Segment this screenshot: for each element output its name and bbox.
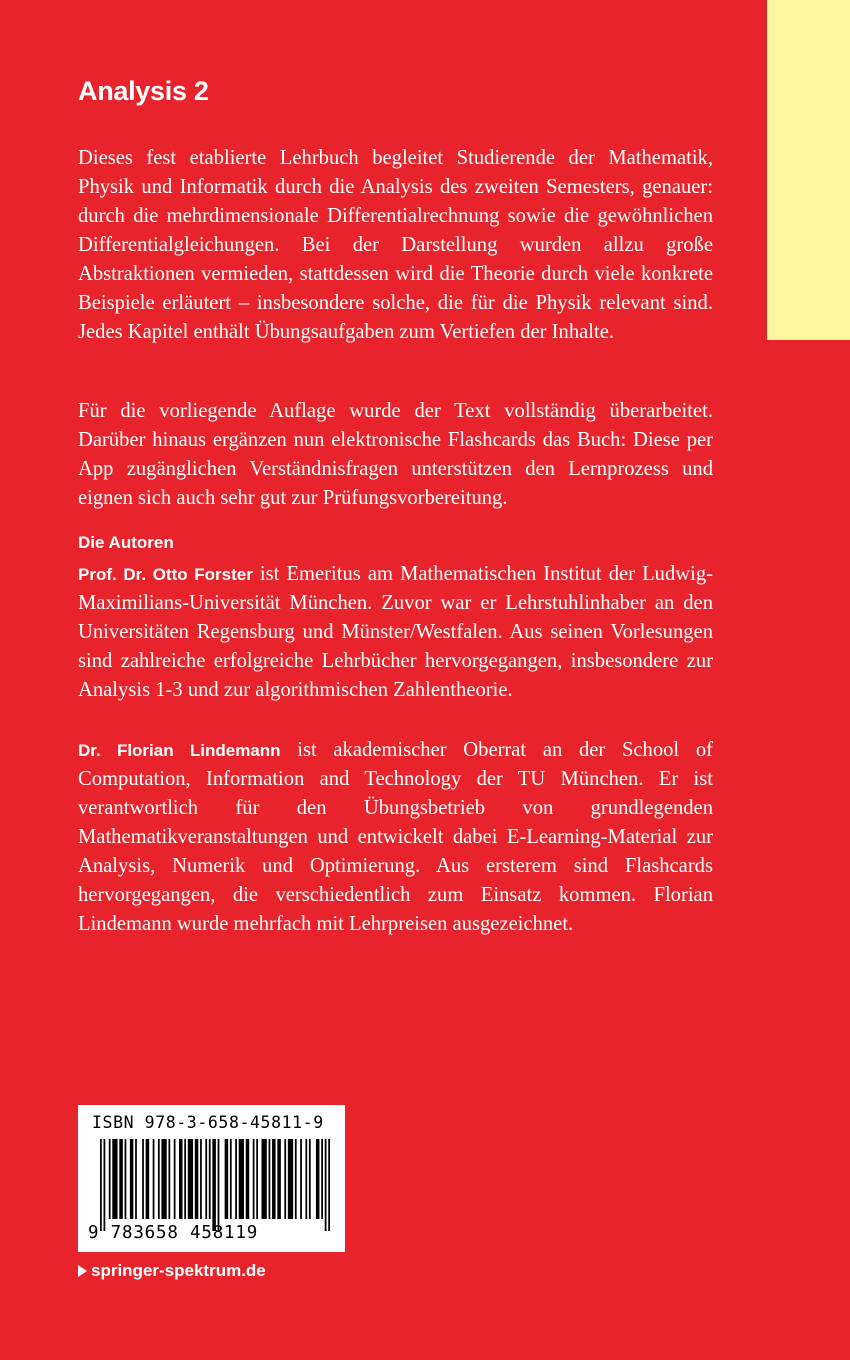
author-1-bio-block bbox=[78, 560, 713, 705]
barcode-bar bbox=[184, 1139, 186, 1219]
barcode-bar bbox=[119, 1139, 123, 1219]
barcode-bar bbox=[239, 1139, 244, 1219]
barcode-bar bbox=[146, 1139, 150, 1219]
author-2-bio-block bbox=[78, 736, 713, 939]
barcode-bar bbox=[125, 1139, 127, 1219]
barcode-bar bbox=[288, 1139, 293, 1219]
barcode-bar bbox=[209, 1139, 211, 1219]
barcode-bar bbox=[205, 1139, 207, 1219]
barcode-bar bbox=[109, 1139, 111, 1219]
barcode-bar bbox=[225, 1139, 229, 1219]
barcode-bar bbox=[295, 1139, 297, 1219]
barcode-bar bbox=[269, 1139, 271, 1219]
barcode-bar bbox=[130, 1139, 134, 1219]
barcode-bar bbox=[179, 1139, 183, 1219]
barcode-bar bbox=[321, 1139, 323, 1219]
publisher-website-link[interactable] bbox=[78, 1261, 266, 1281]
barcode-bar bbox=[316, 1139, 320, 1219]
authors-heading: Die Autoren bbox=[78, 533, 174, 552]
barcode-bar bbox=[325, 1139, 327, 1231]
book-title: Analysis 2 bbox=[78, 76, 209, 106]
isbn-barcode bbox=[78, 1105, 345, 1252]
barcode-bar bbox=[100, 1139, 102, 1231]
barcode-bar bbox=[309, 1139, 311, 1219]
barcode-bar bbox=[262, 1139, 267, 1219]
barcode-bar bbox=[300, 1139, 302, 1219]
barcode-bar bbox=[158, 1139, 160, 1219]
isbn-label: ISBN 978-3-658-45811-9 bbox=[92, 1113, 324, 1132]
author-2-bio: ist akademischer Oberrat an der School of Computation, Information and Technology der TU München. Er ist verantwortlich für den Übungsbetrieb von grundlegenden Mathematikveranstaltungen und entwickelt dabei E-Learning-Material zur Analysis, Numerik und Optimierung. Aus ersterem sind Flashcards hervorgegangen, die verschiedentlich zum Einsatz kommen. Florian Lindemann wurde mehrfach mit Lehrpreisen ausgezeichnet. bbox=[78, 739, 713, 935]
barcode-bar bbox=[246, 1139, 250, 1219]
description-paragraph-2: Für die vorliegende Auflage wurde der Text vollständig überarbeitet. Darüber hinaus ergänzen nun elektronische Flashcards das Buch: Diese per App zugänglichen Verständnisfragen unterstützen den Lernprozess und eignen sich auch sehr gut zur Prüfungsvorbereitung. bbox=[78, 400, 713, 509]
barcode-bar bbox=[212, 1139, 216, 1231]
barcode-bar bbox=[168, 1139, 170, 1219]
author-2-name: Dr. Florian Lindemann bbox=[78, 741, 281, 760]
barcode-bar bbox=[135, 1139, 137, 1219]
barcode-bar bbox=[235, 1139, 237, 1219]
barcode-bar bbox=[142, 1139, 144, 1219]
barcode-bar bbox=[277, 1139, 281, 1219]
barcode-bar bbox=[218, 1139, 220, 1231]
barcode-bar bbox=[174, 1139, 176, 1219]
author-1-name: Prof. Dr. Otto Forster bbox=[78, 565, 253, 584]
barcode-bar bbox=[230, 1139, 232, 1219]
barcode-bar bbox=[272, 1139, 276, 1219]
publisher-website-text: springer-spektrum.de bbox=[91, 1261, 266, 1280]
barcode-bar bbox=[161, 1139, 166, 1219]
barcode-bar bbox=[305, 1139, 307, 1219]
author-1-bio: ist Emeritus am Mathematischen Institut der Ludwig-Maximilians-Universität München. Zuvor war er Lehrstuhlinhaber an den Universitäten Regensburg und Münster/Westfalen. Aus seinen Vorlesungen sind zahlreiche erfolgreiche Lehrbücher hervorgegangen, insbesondere zur Analysis 1-3 und zur algorithmischen Zahlentheorie. bbox=[78, 563, 713, 701]
barcode-bar bbox=[195, 1139, 199, 1219]
barcode-bar bbox=[112, 1139, 117, 1219]
description-paragraph-1: Dieses fest etablierte Lehrbuch begleitet Studierende der Mathematik, Physik und Informatik durch die Analysis des zweiten Semesters, genauer: durch die mehrdimensionale Differentialrechnung sowie die gewöhnlichen Differentialgleichungen. Bei der Darstellung wurden allzu große Abstraktionen vermieden, stattdessen wird die Theorie durch viele konkrete Beispiele erläutert – insbesondere solche, die für die Physik relevant sind. Jedes Kapitel enthält Übungsaufgaben zum Vertiefen der Inhalte. bbox=[78, 147, 713, 343]
yellow-spine-tab bbox=[767, 0, 850, 340]
barcode-digits: 9 783658 458119 bbox=[88, 1223, 259, 1243]
barcode-bar bbox=[188, 1139, 193, 1219]
barcode-bar bbox=[104, 1139, 106, 1231]
barcode-bar bbox=[284, 1139, 286, 1219]
barcode-bar bbox=[256, 1139, 258, 1219]
barcode-bar bbox=[328, 1139, 330, 1231]
barcode-bar bbox=[153, 1139, 155, 1219]
barcode-bar bbox=[200, 1139, 202, 1219]
barcode-bar bbox=[253, 1139, 255, 1219]
arrow-right-icon bbox=[78, 1265, 87, 1277]
